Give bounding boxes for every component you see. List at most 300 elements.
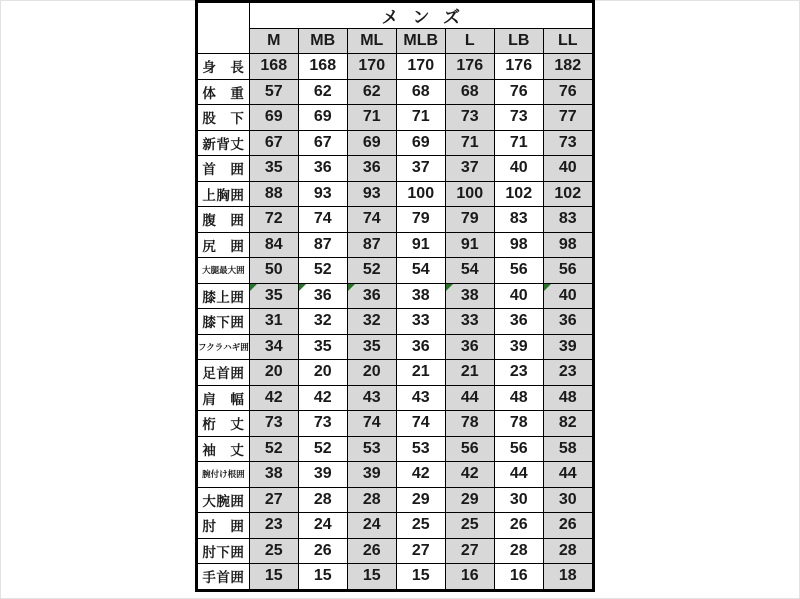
size-value-cell (396, 309, 445, 335)
size-value-cell (396, 181, 445, 207)
size-value-cell (347, 79, 396, 105)
size-value-cell (347, 258, 396, 284)
size-value-cell (445, 513, 494, 539)
size-value: 83 (558, 210, 577, 228)
size-value-cell (396, 232, 445, 258)
size-value: 170 (358, 57, 386, 75)
size-value-cell (543, 462, 593, 488)
size-value: 29 (460, 490, 479, 508)
size-value-cell (347, 360, 396, 386)
green-flag-marker-icon (544, 284, 551, 291)
row-label: 膝上囲 (197, 283, 250, 309)
size-value: 25 (264, 541, 283, 559)
table-title: メンズ (249, 2, 593, 29)
size-value: 77 (558, 108, 577, 126)
row-label: 桁 丈 (197, 411, 250, 437)
size-value-cell (347, 130, 396, 156)
size-value-cell (298, 105, 347, 131)
size-value: 39 (362, 465, 381, 483)
size-value: 176 (505, 57, 533, 75)
size-value-cell (298, 232, 347, 258)
size-value: 168 (260, 57, 288, 75)
row-label: 体 重 (197, 79, 250, 105)
size-value: 73 (264, 414, 283, 432)
size-value: 40 (558, 159, 577, 177)
size-value-cell (543, 207, 593, 233)
size-value-cell (543, 130, 593, 156)
green-flag-marker-icon (348, 284, 355, 291)
size-value: 24 (362, 516, 381, 534)
size-value-cell (249, 130, 298, 156)
size-value-cell (249, 513, 298, 539)
size-value-cell (347, 181, 396, 207)
size-value-cell (249, 79, 298, 105)
row-label: 首 囲 (197, 156, 250, 182)
size-value-cell (298, 360, 347, 386)
size-value-cell (543, 360, 593, 386)
size-value-cell (249, 411, 298, 437)
size-value-cell (494, 564, 543, 591)
size-value-cell (347, 207, 396, 233)
size-value-cell (494, 54, 543, 80)
size-value-cell (249, 207, 298, 233)
size-value-cell (445, 564, 494, 591)
size-value-cell (249, 436, 298, 462)
size-value-cell (445, 309, 494, 335)
size-value: 34 (264, 337, 283, 355)
table-row (197, 487, 594, 513)
size-value: 168 (309, 57, 337, 75)
size-value: 54 (411, 261, 430, 279)
size-value: 73 (558, 133, 577, 151)
size-value-cell (445, 487, 494, 513)
size-value: 30 (509, 490, 528, 508)
size-value-cell (396, 462, 445, 488)
size-value: 53 (362, 439, 381, 457)
size-value-cell (543, 258, 593, 284)
size-value-cell (298, 462, 347, 488)
size-value-cell (298, 207, 347, 233)
size-column-header-mlb: MLB (396, 29, 445, 54)
size-value-cell (298, 487, 347, 513)
size-value: 27 (460, 541, 479, 559)
size-value-cell (543, 283, 593, 309)
row-label: 膝下囲 (197, 309, 250, 335)
size-value-cell (249, 258, 298, 284)
size-value-cell (494, 385, 543, 411)
size-value-cell (543, 385, 593, 411)
size-value: 42 (460, 465, 479, 483)
size-value-cell (494, 334, 543, 360)
size-value: 37 (460, 159, 479, 177)
size-value: 28 (362, 490, 381, 508)
size-value: 23 (264, 516, 283, 534)
size-value-cell (347, 487, 396, 513)
size-value: 43 (362, 388, 381, 406)
row-label: 大腕囲 (197, 487, 250, 513)
size-chart-table (195, 0, 595, 592)
size-value: 21 (460, 363, 479, 381)
size-value: 102 (554, 184, 582, 202)
size-value: 20 (362, 363, 381, 381)
size-value: 15 (411, 567, 430, 585)
size-value-cell (494, 79, 543, 105)
size-value-cell (347, 462, 396, 488)
size-value-cell (445, 385, 494, 411)
size-value-cell (298, 538, 347, 564)
size-value-cell (543, 513, 593, 539)
size-value-cell (543, 487, 593, 513)
size-value: 15 (362, 567, 381, 585)
size-value: 52 (362, 261, 381, 279)
size-value-cell (249, 487, 298, 513)
size-value-cell (249, 105, 298, 131)
size-value: 18 (558, 567, 577, 585)
size-value: 52 (313, 261, 332, 279)
size-value: 36 (362, 159, 381, 177)
size-value-cell (396, 360, 445, 386)
size-value: 78 (509, 414, 528, 432)
size-value-cell (543, 436, 593, 462)
size-value-cell (494, 436, 543, 462)
row-label: 袖 丈 (197, 436, 250, 462)
size-value-cell (543, 564, 593, 591)
size-value-cell (445, 181, 494, 207)
size-value: 35 (264, 159, 283, 177)
size-value-cell (396, 130, 445, 156)
size-value: 36 (509, 312, 528, 330)
size-value-cell (249, 360, 298, 386)
size-value-cell (249, 283, 298, 309)
size-value: 73 (509, 108, 528, 126)
size-value: 42 (264, 388, 283, 406)
table-row (197, 538, 594, 564)
green-flag-marker-icon (250, 284, 257, 291)
size-value-cell (249, 181, 298, 207)
size-value: 170 (407, 57, 435, 75)
size-value: 40 (509, 159, 528, 177)
table-row (197, 334, 594, 360)
size-value: 93 (362, 184, 381, 202)
size-value-cell (298, 411, 347, 437)
size-value: 71 (460, 133, 479, 151)
size-value-cell (494, 411, 543, 437)
size-value: 36 (460, 337, 479, 355)
size-value-cell (298, 385, 347, 411)
size-value: 28 (509, 541, 528, 559)
size-value-cell (249, 156, 298, 182)
size-value-cell (494, 462, 543, 488)
size-value: 71 (362, 108, 381, 126)
size-value-cell (445, 156, 494, 182)
size-value-cell (298, 334, 347, 360)
size-value: 44 (509, 465, 528, 483)
size-value-cell (543, 411, 593, 437)
size-value: 25 (411, 516, 430, 534)
size-value: 20 (264, 363, 283, 381)
size-value-cell (494, 360, 543, 386)
size-value-cell (249, 564, 298, 591)
size-value-cell (298, 181, 347, 207)
table-row (197, 360, 594, 386)
size-value: 100 (456, 184, 484, 202)
size-value-cell (396, 334, 445, 360)
green-flag-marker-icon (446, 284, 453, 291)
size-value-cell (494, 156, 543, 182)
size-value: 38 (411, 286, 430, 304)
size-value: 83 (509, 210, 528, 228)
size-value-cell (298, 79, 347, 105)
table-row (197, 54, 594, 80)
size-value: 74 (313, 210, 332, 228)
size-value: 73 (313, 414, 332, 432)
size-value-cell (249, 385, 298, 411)
size-value-cell (494, 232, 543, 258)
size-value: 48 (509, 388, 528, 406)
size-header-row (197, 29, 594, 54)
size-value: 28 (558, 541, 577, 559)
row-label: 股 下 (197, 105, 250, 131)
size-value: 44 (558, 465, 577, 483)
size-value: 84 (264, 235, 283, 253)
table-row (197, 105, 594, 131)
size-value-cell (396, 258, 445, 284)
size-value-cell (347, 385, 396, 411)
size-value-cell (445, 360, 494, 386)
table-row (197, 436, 594, 462)
size-value-cell (347, 54, 396, 80)
size-value-cell (396, 79, 445, 105)
table-row (197, 156, 594, 182)
size-value-cell (494, 207, 543, 233)
size-value: 57 (264, 82, 283, 100)
size-value-cell (396, 538, 445, 564)
size-value-cell (249, 538, 298, 564)
row-label: 肘下囲 (197, 538, 250, 564)
size-value-cell (543, 232, 593, 258)
size-value: 69 (264, 108, 283, 126)
size-value-cell (298, 156, 347, 182)
size-value: 15 (313, 567, 332, 585)
size-value-cell (298, 130, 347, 156)
row-label: 腹 囲 (197, 207, 250, 233)
size-value: 78 (460, 414, 479, 432)
size-value: 69 (362, 133, 381, 151)
size-value: 56 (509, 439, 528, 457)
size-value: 39 (509, 337, 528, 355)
row-label: 上胸囲 (197, 181, 250, 207)
row-label: 手首囲 (197, 564, 250, 591)
table-row (197, 207, 594, 233)
size-value: 91 (460, 235, 479, 253)
size-value: 25 (460, 516, 479, 534)
table-row (197, 411, 594, 437)
size-value-cell (396, 487, 445, 513)
size-value: 74 (362, 210, 381, 228)
row-label: 肘 囲 (197, 513, 250, 539)
size-value: 56 (460, 439, 479, 457)
size-value: 27 (264, 490, 283, 508)
row-label: 身 長 (197, 54, 250, 80)
table-title-row (197, 2, 594, 29)
size-value-cell (543, 54, 593, 80)
size-value: 79 (411, 210, 430, 228)
size-value-cell (445, 411, 494, 437)
size-value-cell (249, 54, 298, 80)
size-value: 37 (411, 159, 430, 177)
size-column-header-l: L (445, 29, 494, 54)
size-value: 39 (313, 465, 332, 483)
size-value: 91 (411, 235, 430, 253)
size-value-cell (494, 130, 543, 156)
size-value: 39 (558, 337, 577, 355)
size-value-cell (298, 564, 347, 591)
size-value-cell (396, 436, 445, 462)
size-value: 71 (509, 133, 528, 151)
size-value-cell (396, 54, 445, 80)
table-row (197, 283, 594, 309)
size-value-cell (347, 283, 396, 309)
size-value: 31 (264, 312, 283, 330)
size-value: 69 (313, 108, 332, 126)
size-value: 50 (264, 261, 283, 279)
size-value: 58 (558, 439, 577, 457)
size-value: 68 (460, 82, 479, 100)
size-value-cell (396, 564, 445, 591)
size-value: 36 (313, 286, 332, 304)
size-column-header-ml: ML (347, 29, 396, 54)
size-value-cell (543, 538, 593, 564)
size-value-cell (298, 283, 347, 309)
size-value-cell (543, 79, 593, 105)
size-value-cell (347, 411, 396, 437)
size-value: 54 (460, 261, 479, 279)
size-value: 44 (460, 388, 479, 406)
size-value-cell (396, 411, 445, 437)
size-value-cell (543, 156, 593, 182)
size-value: 40 (558, 286, 577, 304)
size-value-cell (543, 334, 593, 360)
row-label: フクラハギ囲 (197, 334, 250, 360)
size-value: 33 (411, 312, 430, 330)
size-value-cell (396, 207, 445, 233)
size-value-cell (494, 513, 543, 539)
table-row (197, 513, 594, 539)
size-value-cell (396, 283, 445, 309)
size-value: 48 (558, 388, 577, 406)
size-value-cell (347, 232, 396, 258)
size-value: 27 (411, 541, 430, 559)
table-row (197, 385, 594, 411)
size-value: 82 (558, 414, 577, 432)
size-value: 176 (456, 57, 484, 75)
size-value: 71 (411, 108, 430, 126)
size-value: 53 (411, 439, 430, 457)
size-value: 21 (411, 363, 430, 381)
size-column-header-mb: MB (298, 29, 347, 54)
size-value-cell (298, 436, 347, 462)
size-value-cell (347, 564, 396, 591)
size-value: 26 (362, 541, 381, 559)
size-value-cell (396, 513, 445, 539)
size-value-cell (543, 105, 593, 131)
size-value-cell (347, 105, 396, 131)
size-value: 43 (411, 388, 430, 406)
size-value: 24 (313, 516, 332, 534)
size-value: 182 (554, 57, 582, 75)
size-column-header-lb: LB (494, 29, 543, 54)
table-row (197, 564, 594, 591)
size-value: 52 (264, 439, 283, 457)
size-value: 56 (509, 261, 528, 279)
size-value-cell (494, 181, 543, 207)
size-column-header-ll: LL (543, 29, 593, 54)
size-value-cell (249, 309, 298, 335)
size-value: 67 (313, 133, 332, 151)
size-value: 87 (362, 235, 381, 253)
size-value-cell (445, 334, 494, 360)
size-value: 35 (264, 286, 283, 304)
table-row (197, 258, 594, 284)
size-value: 20 (313, 363, 332, 381)
size-value: 72 (264, 210, 283, 228)
size-value-cell (347, 436, 396, 462)
size-value: 102 (505, 184, 533, 202)
size-value-cell (298, 513, 347, 539)
size-value-cell (249, 462, 298, 488)
size-value: 68 (411, 82, 430, 100)
size-value-cell (347, 309, 396, 335)
size-value: 52 (313, 439, 332, 457)
row-label: 腕付け根囲 (197, 462, 250, 488)
size-value-cell (347, 513, 396, 539)
size-value-cell (347, 334, 396, 360)
size-value: 74 (362, 414, 381, 432)
size-value-cell (445, 258, 494, 284)
row-label: 肩 幅 (197, 385, 250, 411)
size-value: 32 (313, 312, 332, 330)
size-value: 93 (313, 184, 332, 202)
row-label: 尻 囲 (197, 232, 250, 258)
size-value: 88 (264, 184, 283, 202)
size-value-cell (494, 258, 543, 284)
table-row (197, 79, 594, 105)
size-value: 16 (460, 567, 479, 585)
size-value: 40 (509, 286, 528, 304)
size-value: 32 (362, 312, 381, 330)
size-value: 23 (509, 363, 528, 381)
size-value: 56 (558, 261, 577, 279)
size-value: 74 (411, 414, 430, 432)
size-value: 36 (558, 312, 577, 330)
size-value-cell (298, 309, 347, 335)
size-value: 36 (313, 159, 332, 177)
size-value: 42 (313, 388, 332, 406)
size-value: 26 (509, 516, 528, 534)
size-value: 26 (313, 541, 332, 559)
size-value-cell (249, 232, 298, 258)
row-label: 新背丈 (197, 130, 250, 156)
size-value: 100 (407, 184, 435, 202)
size-value: 98 (509, 235, 528, 253)
size-value: 30 (558, 490, 577, 508)
size-value: 38 (460, 286, 479, 304)
size-value-cell (445, 462, 494, 488)
size-value-cell (494, 309, 543, 335)
size-value-cell (298, 54, 347, 80)
size-value: 36 (362, 286, 381, 304)
table-row (197, 462, 594, 488)
